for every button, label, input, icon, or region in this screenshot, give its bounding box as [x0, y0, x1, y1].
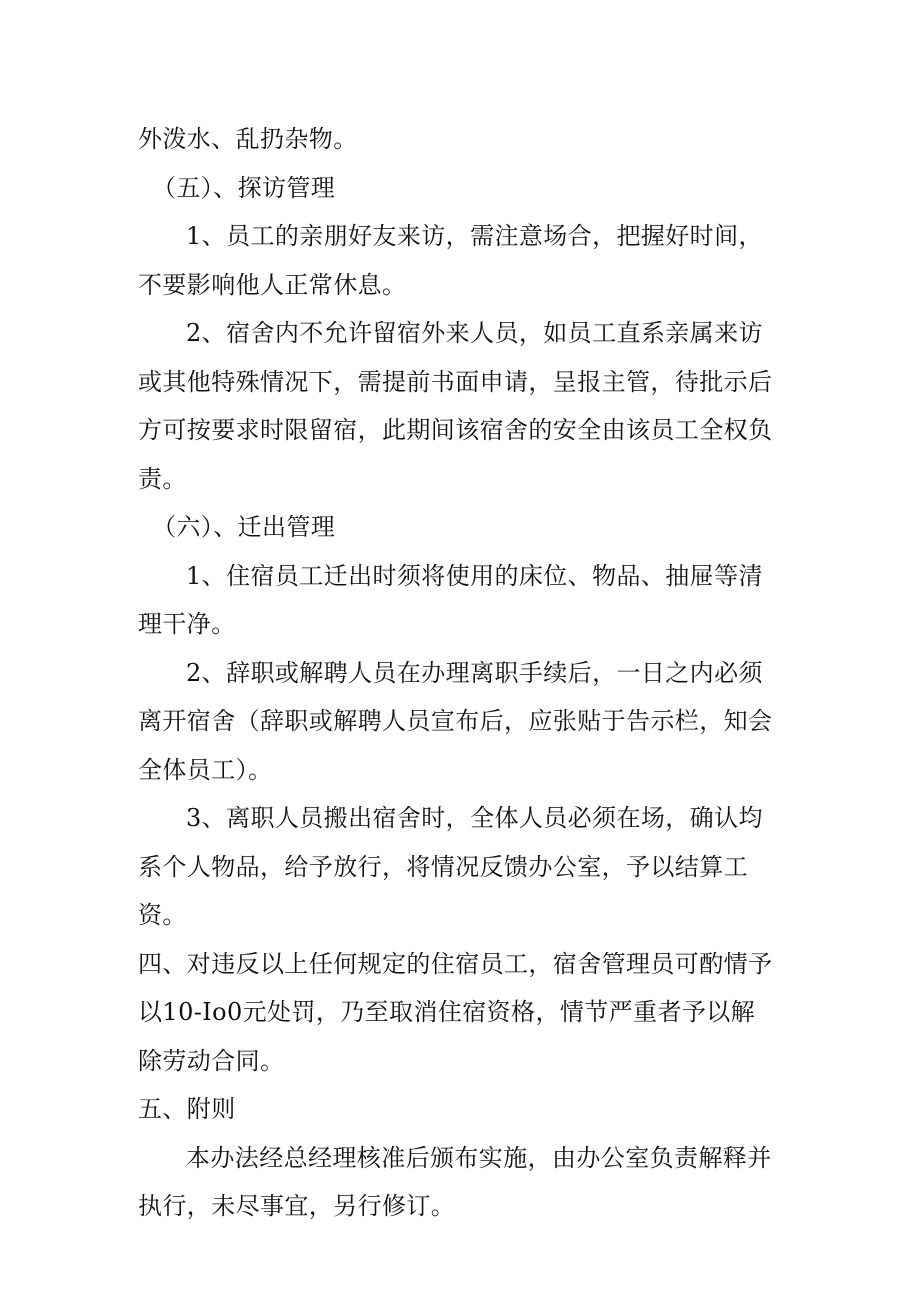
section-heading-visit-management: （五）、探访管理 [152, 173, 336, 202]
section-heading-supplementary-provisions: 五、附则 [138, 1095, 236, 1123]
paragraph-section-four-penalties: 四、对违反以上任何规定的住宿员工，宿舍管理员可酌情予以10-Io0元处罚，乃至取消住宿资格，情节严重者予以解除劳动合同。 [138, 949, 773, 1075]
document-body [138, 115, 778, 1231]
paragraph-visit-item-1: 1、员工的亲朋好友来访，需注意场合，把握好时间，不要影响他人正常休息。 [138, 222, 763, 299]
paragraph-continuation: 外泼水、乱扔杂物。 [138, 125, 358, 153]
paragraph-move-out-item-1: 1、住宿员工迁出时须将使用的床位、物品、抽屉等清理干净。 [138, 561, 763, 638]
paragraph-move-out-item-3: 3、离职人员搬出宿舍时，全体人员必须在场，确认均系个人物品，给予放行，将情况反馈办公室，予以结算工资。 [138, 804, 763, 929]
paragraph-move-out-item-2: 2、辞职或解聘人员在办理离职手续后，一日之内必须离开宿舍（辞职或解聘人员宣布后，应张贴于告示栏，知会全体员工）。 [138, 658, 773, 784]
section-heading-move-out-management: （六）、迁出管理 [152, 513, 336, 541]
paragraph-visit-item-2: 2、宿舍内不允许留宿外来人员，如员工直系亲属来访或其他特殊情况下，需提前书面申请，呈报主管，待批示后方可按要求时限留宿，此期间该宿舍的安全由该员工全权负责。 [138, 319, 773, 493]
paragraph-supplementary-provisions: 本办法经总经理核准后颁布实施，由办公室负责解释并执行，未尽事宜，另行修订。 [138, 1143, 772, 1220]
